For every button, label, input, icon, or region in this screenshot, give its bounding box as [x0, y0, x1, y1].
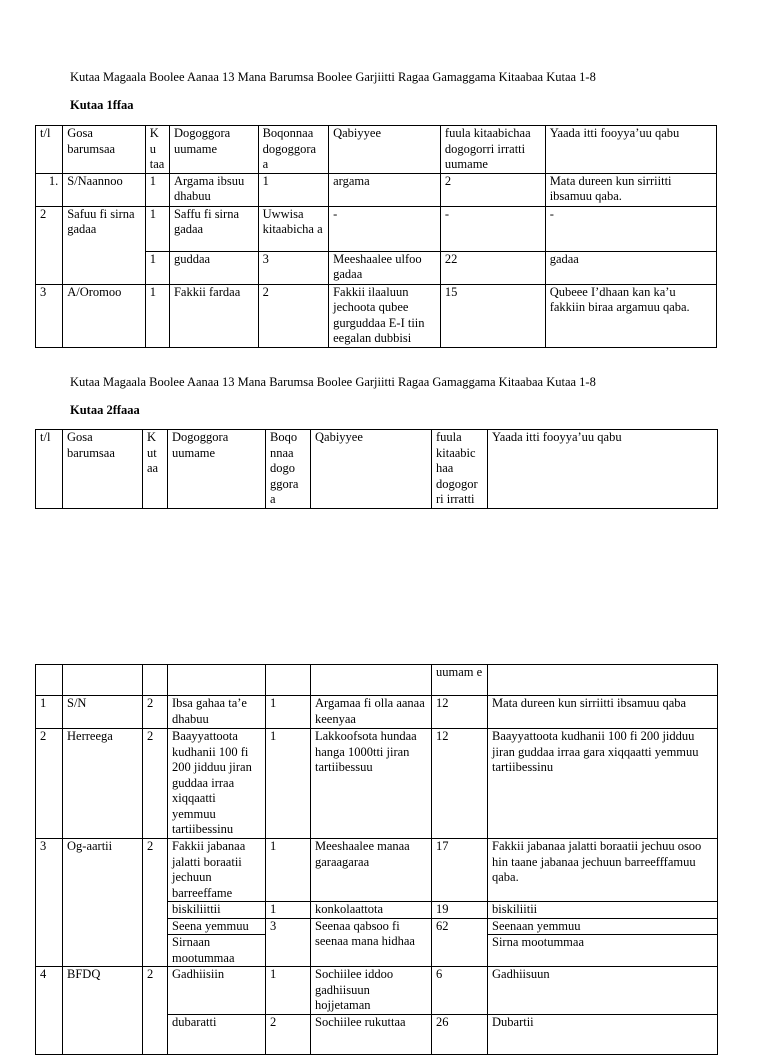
suggestion-cell: Dubartii: [488, 1015, 718, 1055]
row-number: 1.: [36, 173, 63, 206]
page-cell: 6: [432, 967, 488, 1015]
page-cell: 62: [432, 918, 488, 967]
content-cell: Fakkii ilaaluun jechoota qubee gurguddaa E-I tiin eegalan dubbisi: [329, 284, 441, 347]
page-cell: 26: [432, 1015, 488, 1055]
table-row: [36, 206, 717, 251]
suggestion-cell: Seenaan yemmuu: [488, 918, 718, 935]
suggestion-cell: Mata dureen kun sirriitti ibsamuu qaba: [488, 696, 718, 729]
page-cell: 22: [440, 251, 545, 284]
error-cell: Ibsa gahaa ta’e dhabuu: [168, 696, 266, 729]
grade-cell: 2: [143, 696, 168, 729]
subject-cell: S/Naannoo: [63, 173, 146, 206]
subject-cell: BFDQ: [63, 967, 143, 1055]
header-cell: Boqonnaa dogoggora a: [258, 126, 329, 174]
chapter-cell: 1: [258, 173, 329, 206]
table-row: [36, 696, 718, 729]
page-cell: 12: [432, 729, 488, 839]
subject-cell: S/N: [63, 696, 143, 729]
chapter-cell: 2: [258, 284, 329, 347]
header-cell: Gosa barumsaa: [63, 430, 143, 509]
suggestion-cell: Sirna mootummaa: [488, 935, 718, 967]
section2-heading: Kutaa Magaala Boolee Aanaa 13 Mana Barumsa Boolee Garjiitti Ragaa Gamaggama Kitaabaa Kutaa 1-8: [70, 375, 596, 389]
subject-cell: A/Oromoo: [63, 284, 146, 347]
grade-cell: 1: [145, 173, 169, 206]
page-cell: 19: [432, 902, 488, 919]
header-cell: fuula kitaabichaa dogogorri irratti uumame: [440, 126, 545, 174]
section1-heading: Kutaa Magaala Boolee Aanaa 13 Mana Barumsa Boolee Garjiitti Ragaa Gamaggama Kitaabaa Kutaa 1-8: [70, 70, 596, 84]
subject-cell: Herreega: [63, 729, 143, 839]
section1-subheading: Kutaa 1ffaa: [70, 98, 134, 112]
content-cell: Sochiilee rukuttaa: [311, 1015, 432, 1055]
error-cell: Fakkii fardaa: [169, 284, 258, 347]
suggestion-cell: Gadhiisuun: [488, 967, 718, 1015]
page-cell: -: [440, 206, 545, 251]
chapter-cell: 1: [266, 839, 311, 902]
table-header-continuation-row: [36, 665, 718, 696]
row-number: 2: [36, 729, 63, 839]
header-cell: Gosa barumsaa: [63, 126, 146, 174]
header-cell: Qabiyyee: [311, 430, 432, 509]
header-cell: Ku taa: [145, 126, 169, 174]
header-cell: K ut aa: [143, 430, 168, 509]
header-cell: Dogoggora uumame: [169, 126, 258, 174]
suggestion-cell: Baayyattoota kudhanii 100 fi 200 jidduu jiran guddaa irraa gara xiqqaatti yemmuu tartiibessinu: [488, 729, 718, 839]
header-cell: t/l: [36, 430, 63, 509]
error-cell: Seena yemmuu: [168, 918, 266, 935]
grade-cell: 2: [143, 729, 168, 839]
row-number: 1: [36, 696, 63, 729]
page-cell: 2: [440, 173, 545, 206]
suggestion-cell: Mata dureen kun sirriitti ibsamuu qaba.: [545, 173, 716, 206]
chapter-cell: 1: [266, 696, 311, 729]
row-number: 3: [36, 839, 63, 967]
content-cell: Seenaa qabsoo fi seenaa mana hidhaa: [311, 918, 432, 967]
error-cell: Gadhiisiin: [168, 967, 266, 1015]
table-header-row: [36, 126, 717, 174]
content-cell: Argamaa fi olla aanaa keenyaa: [311, 696, 432, 729]
header-cell: Dogoggora uumame: [168, 430, 266, 509]
grade2-table-body: [35, 664, 718, 1055]
header-cell: t/l: [36, 126, 63, 174]
suggestion-cell: biskiliitii: [488, 902, 718, 919]
error-cell: Sirnaan mootummaa: [168, 935, 266, 967]
table-row: [36, 173, 717, 206]
header-cell: Yaada itti fooyya’uu qabu: [545, 126, 716, 174]
suggestion-cell: -: [545, 206, 716, 251]
error-cell: dubaratti: [168, 1015, 266, 1055]
table-row: [36, 967, 718, 1015]
grade-cell: 2: [143, 839, 168, 967]
error-cell: biskiliittii: [168, 902, 266, 919]
grade-cell: 1: [145, 206, 169, 251]
page-cell: 15: [440, 284, 545, 347]
table-row: [36, 839, 718, 902]
page-cell: 17: [432, 839, 488, 902]
suggestion-cell: Qubeee I’dhaan kan ka’u fakkiin biraa argamuu qaba.: [545, 284, 716, 347]
content-cell: Lakkoofsota hundaa hanga 1000tti jiran tartiibessuu: [311, 729, 432, 839]
header-cell: Boqo nnaa dogo ggora a: [266, 430, 311, 509]
content-cell: Meeshaalee manaa garaagaraa: [311, 839, 432, 902]
row-number: 4: [36, 967, 63, 1055]
error-cell: Fakkii jabanaa jalatti boraatii jechuun barreeffame: [168, 839, 266, 902]
row-number: 3: [36, 284, 63, 347]
chapter-cell: 2: [266, 1015, 311, 1055]
chapter-cell: Uwwisa kitaabicha a: [258, 206, 329, 251]
content-cell: argama: [329, 173, 441, 206]
grade-cell: 2: [143, 967, 168, 1055]
chapter-cell: 3: [258, 251, 329, 284]
error-cell: Argama ibsuu dhabuu: [169, 173, 258, 206]
suggestion-cell: Fakkii jabanaa jalatti boraatii jechuu osoo hin taane jabanaa jechuun barreefffamuu qaba.: [488, 839, 718, 902]
section2-subheading: Kutaa 2ffaaa: [70, 403, 140, 417]
table-row: [36, 284, 717, 347]
header-cell: fuula kitaabic haa dogogor ri irratti: [432, 430, 488, 509]
content-cell: konkolaattota: [311, 902, 432, 919]
error-cell: Saffu fi sirna gadaa: [169, 206, 258, 251]
grade-cell: 1: [145, 284, 169, 347]
chapter-cell: 1: [266, 902, 311, 919]
header-cell: Yaada itti fooyya’uu qabu: [488, 430, 718, 509]
page-cell: 12: [432, 696, 488, 729]
grade2-table-header: [35, 429, 718, 509]
chapter-cell: 1: [266, 967, 311, 1015]
header-cell: uumam e: [432, 665, 488, 696]
chapter-cell: 3: [266, 918, 311, 967]
grade1-table: [35, 125, 717, 348]
table-row: [36, 729, 718, 839]
grade-cell: 1: [145, 251, 169, 284]
content-cell: Sochiilee iddoo gadhiisuun hojjetaman: [311, 967, 432, 1015]
error-cell: guddaa: [169, 251, 258, 284]
content-cell: Meeshaalee ulfoo gadaa: [329, 251, 441, 284]
subject-cell: Og-aartii: [63, 839, 143, 967]
chapter-cell: 1: [266, 729, 311, 839]
table-header-row: [36, 430, 718, 509]
header-cell: Qabiyyee: [329, 126, 441, 174]
subject-cell: Safuu fi sirna gadaa: [63, 206, 146, 284]
row-number: 2: [36, 206, 63, 284]
error-cell: Baayyattoota kudhanii 100 fi 200 jidduu jiran guddaa irraa xiqqaatti yemmuu tartiibessinu: [168, 729, 266, 839]
suggestion-cell: gadaa: [545, 251, 716, 284]
content-cell: -: [329, 206, 441, 251]
